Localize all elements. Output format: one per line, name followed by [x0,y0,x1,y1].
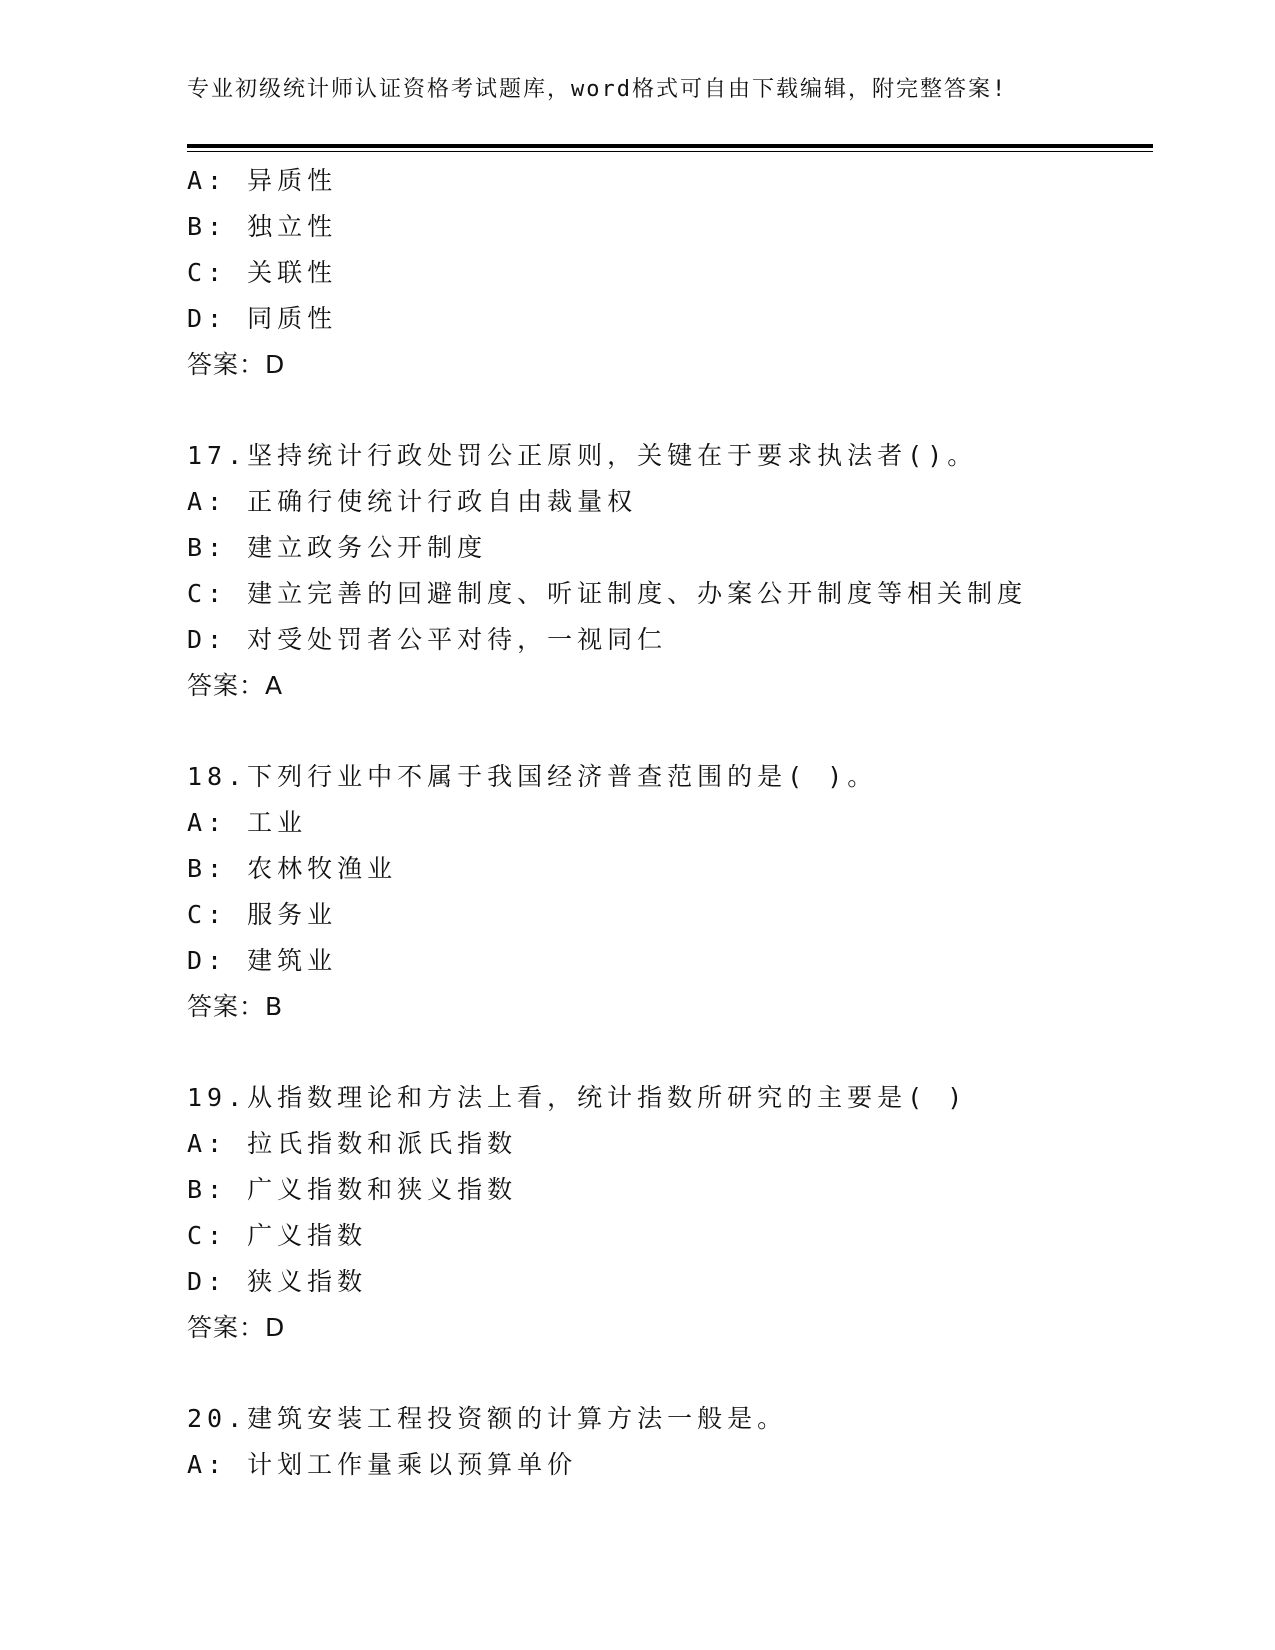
question-text: 17.坚持统计行政处罚公正原则，关键在于要求执法者()。 [187,441,978,470]
question-block-20 [187,1396,1153,1488]
option-a: A: 正确行使统计行政自由裁量权 [187,487,638,516]
option-b: B: 独立性 [187,212,338,241]
option-c: C: 建立完善的回避制度、听证制度、办案公开制度等相关制度 [187,579,1028,608]
option-a: A: 异质性 [187,166,338,195]
option-c: C: 服务业 [187,900,338,929]
page-header: 专业初级统计师认证资格考试题库，word格式可自由下载编辑，附完整答案! [187,77,1008,102]
answer-label: 答案：B [187,992,284,1021]
option-b: B: 农林牧渔业 [187,854,398,883]
option-a: A: 工业 [187,808,308,837]
option-d: D: 对受处罚者公平对待，一视同仁 [187,625,668,654]
question-text: 19.从指数理论和方法上看，统计指数所研究的主要是( ) [187,1083,968,1112]
option-d: D: 狭义指数 [187,1267,368,1296]
option-d: D: 同质性 [187,304,338,333]
option-a: A: 拉氏指数和派氏指数 [187,1129,518,1158]
question-text: 18.下列行业中不属于我国经济普查范围的是( )。 [187,762,878,791]
question-list [187,158,1153,1533]
question-block-19 [187,1075,1153,1351]
question-text: 20.建筑安装工程投资额的计算方法一般是。 [187,1404,788,1433]
question-block-16 [187,158,1153,388]
answer-label: 答案：A [187,671,284,700]
answer-label: 答案：D [187,1313,286,1342]
option-b: B: 建立政务公开制度 [187,533,488,562]
option-b: B: 广义指数和狭义指数 [187,1175,518,1204]
question-block-17 [187,433,1153,709]
option-c: C: 关联性 [187,258,338,287]
answer-label: 答案：D [187,350,286,379]
option-d: D: 建筑业 [187,946,338,975]
header-divider [187,144,1153,148]
option-a: A: 计划工作量乘以预算单价 [187,1450,578,1479]
option-c: C: 广义指数 [187,1221,368,1250]
question-block-18 [187,754,1153,1030]
